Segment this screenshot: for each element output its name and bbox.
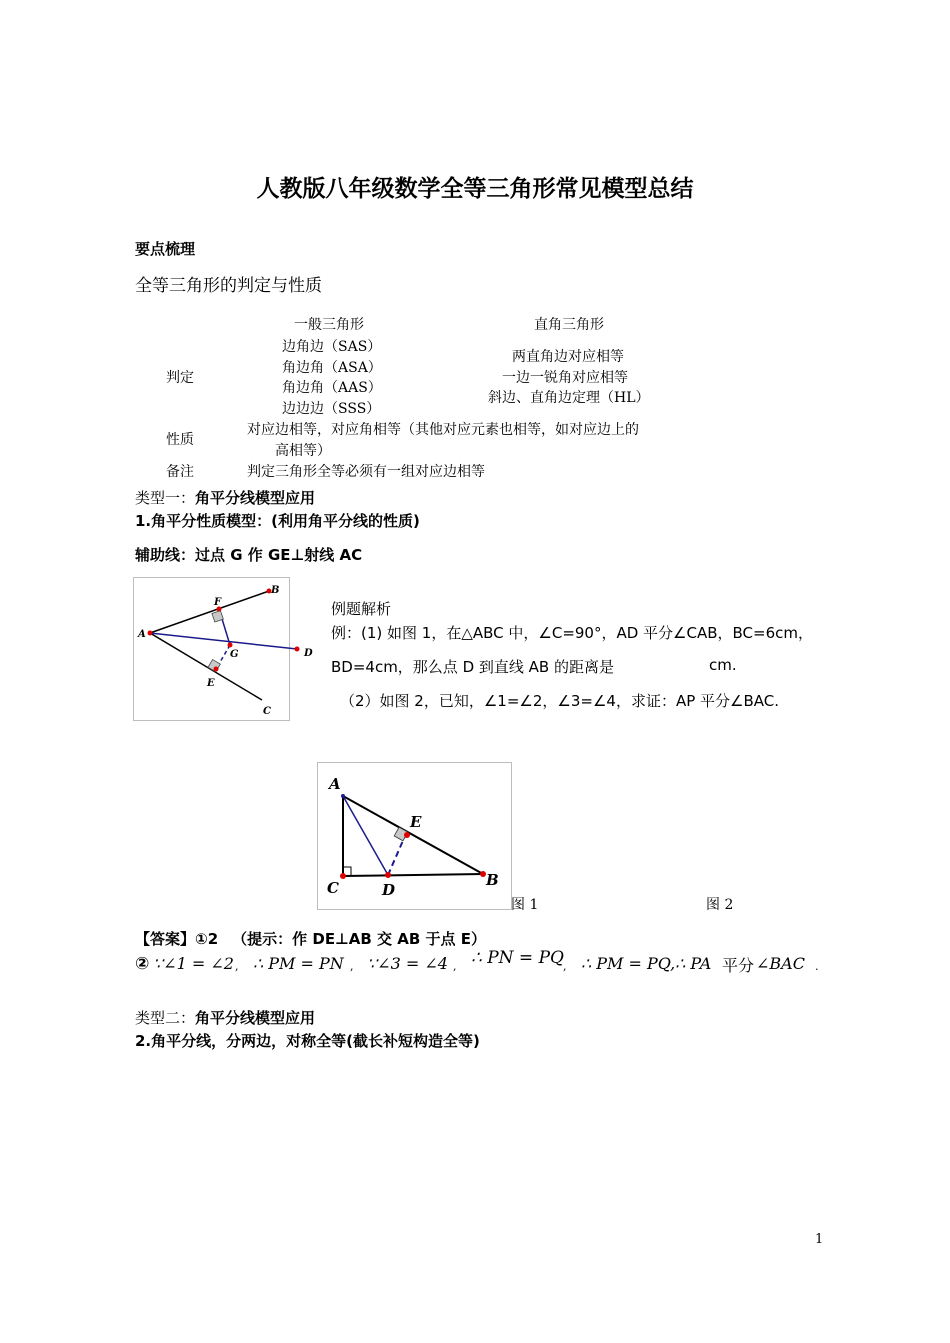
answer-label: 【答案】①2	[135, 930, 219, 948]
auxiliary-line-note: 辅助线：过点 G 作 GE⊥射线 AC	[135, 546, 363, 564]
fig2-label-b: B	[486, 871, 499, 889]
table-row-label-note: 备注	[166, 464, 194, 480]
answer-circle-two: ②	[135, 954, 150, 974]
general-item: 边角边（SAS）	[282, 339, 382, 355]
proof-step-5: ∴ PM = PQ,∴ PA	[581, 954, 712, 973]
figure-2-caption: 图 2	[706, 897, 734, 913]
section-subheading: 全等三角形的判定与性质	[135, 276, 322, 296]
fig1-label-a: A	[138, 629, 146, 640]
fig2-label-a: A	[329, 775, 341, 793]
figure-1	[133, 577, 313, 721]
type2-title: 角平分线模型应用	[195, 1009, 316, 1027]
answer-hint: （提示：作 DE⊥AB 交 AB 于点 E）	[232, 930, 486, 948]
fig1-label-d: D	[304, 648, 313, 659]
example-heading: 例题解析	[331, 600, 392, 618]
proof-step-5-angle: ∠BAC	[756, 954, 805, 973]
right-item: 一边一锐角对应相等	[502, 370, 628, 386]
page-number: 1	[815, 1232, 824, 1247]
proof-step-4: ∴ PN = PQ	[471, 948, 564, 968]
fig1-label-g: G	[230, 649, 239, 660]
proof-step-1: ∵∠1 = ∠2	[153, 954, 234, 973]
fig1-label-e: E	[207, 678, 215, 689]
fig1-label-b: B	[271, 585, 280, 596]
table-header-right: 直角三角形	[534, 317, 604, 333]
example-line2a: BD=4cm，那么点 D 到直线 AB 的距离是	[331, 658, 614, 676]
example-line1: 例：(1) 如图 1，在△ABC 中，∠C=90°，AD 平分∠CAB，BC=6cm，	[331, 624, 813, 642]
proof-comma-4: ,	[563, 960, 567, 973]
example-line3: （2）如图 2，已知，∠1=∠2，∠3=∠4，求证：AP 平分∠BAC.	[340, 692, 780, 710]
figure-2-diagram	[318, 763, 511, 909]
example-line2b: cm.	[709, 656, 737, 674]
type1-prefix: 类型一：	[135, 489, 196, 507]
type2-model: 2.角平分线，分两边，对称全等(截长补短构造全等)	[135, 1032, 480, 1050]
proof-period: .	[815, 960, 819, 973]
right-item: 斜边、直角边定理（HL）	[488, 390, 650, 406]
table-header-general: 一般三角形	[294, 317, 364, 333]
proof-step-3: ∵∠3 = ∠4	[367, 954, 448, 973]
document-title: 人教版八年级数学全等三角形常见模型总结	[256, 176, 694, 202]
figure-1-diagram	[134, 578, 313, 720]
property-text-line2: 高相等）	[275, 443, 331, 459]
table-row-label-judge: 判定	[166, 370, 194, 386]
right-item: 两直角边对应相等	[512, 349, 624, 365]
proof-line	[135, 950, 825, 982]
proof-comma-1: ,	[235, 960, 239, 973]
general-item: 角边角（ASA）	[282, 360, 382, 376]
figure-2	[317, 762, 512, 910]
general-item: 边边边（SSS）	[282, 401, 381, 417]
general-item: 角边角（AAS）	[282, 380, 382, 396]
table-row-label-property: 性质	[166, 432, 194, 448]
note-text: 判定三角形全等必须有一组对应边相等	[247, 464, 485, 480]
type1-heading	[135, 487, 315, 508]
property-text-line1: 对应边相等，对应角相等（其他对应元素也相等，如对应边上的	[247, 422, 639, 438]
fig1-label-c: C	[263, 706, 271, 717]
proof-step-5-text: 平分	[722, 956, 755, 975]
type2-prefix: 类型二：	[135, 1009, 196, 1027]
fig2-label-c: C	[327, 879, 339, 897]
figure-1-caption: 图 1	[511, 897, 539, 913]
fig2-label-d: D	[382, 881, 396, 899]
section-heading: 要点梳理	[135, 240, 196, 258]
fig2-label-e: E	[410, 813, 422, 831]
fig1-label-f: F	[214, 597, 222, 608]
type1-model: 1.角平分性质模型：(利用角平分线的性质)	[135, 512, 420, 530]
answer-line	[135, 928, 486, 949]
proof-step-2: ∴ PM = PN	[253, 954, 344, 973]
type1-title: 角平分线模型应用	[195, 489, 316, 507]
proof-comma-3: ,	[453, 960, 457, 973]
proof-comma-2: ,	[350, 960, 354, 973]
type2-heading	[135, 1007, 315, 1028]
